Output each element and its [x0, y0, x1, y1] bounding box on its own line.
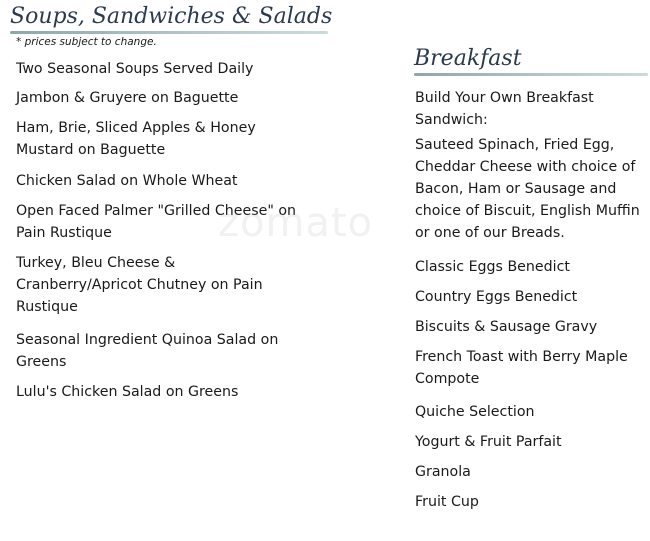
menu-item: Chicken Salad on Whole Wheat: [16, 173, 238, 189]
section-heading-soups: Soups, Sandwiches & Salads: [10, 4, 333, 29]
menu-item: Lulu's Chicken Salad on Greens: [16, 384, 239, 400]
heading-rule-left: [10, 31, 328, 34]
menu-item: Sauteed Spinach, Fried Egg, Cheddar Cheese with choice of Bacon, Ham or Sausage and choice of Biscuit, English Muffin or one of our Breads.: [415, 137, 640, 241]
menu-item: Ham, Brie, Sliced Apples & Honey Mustard on Baguette: [16, 120, 256, 158]
menu-item: Country Eggs Benedict: [415, 289, 578, 305]
section-heading-breakfast: Breakfast: [414, 46, 522, 71]
menu-item: Two Seasonal Soups Served Daily: [16, 61, 254, 77]
price-note: * prices subject to change.: [16, 36, 157, 48]
menu-item: French Toast with Berry Maple Compote: [415, 349, 628, 387]
menu-item: Biscuits & Sausage Gravy: [415, 319, 598, 335]
menu-item: Fruit Cup: [415, 494, 479, 510]
menu-item: Quiche Selection: [415, 404, 535, 420]
menu-item: Yogurt & Fruit Parfait: [415, 434, 562, 450]
zomato-watermark: zomato: [218, 200, 374, 246]
menu-item: Open Faced Palmer "Grilled Cheese" on Pain Rustique: [16, 203, 297, 241]
menu-item: Classic Eggs Benedict: [415, 259, 570, 275]
heading-rule-right: [414, 73, 648, 76]
menu-item: Granola: [415, 464, 471, 480]
menu-item: Seasonal Ingredient Quinoa Salad on Greens: [16, 332, 279, 370]
menu-item: Jambon & Gruyere on Baguette: [16, 90, 239, 106]
menu-item: Turkey, Bleu Cheese & Cranberry/Apricot Chutney on Pain Rustique: [16, 255, 263, 315]
menu-item: Build Your Own Breakfast Sandwich:: [415, 90, 594, 128]
